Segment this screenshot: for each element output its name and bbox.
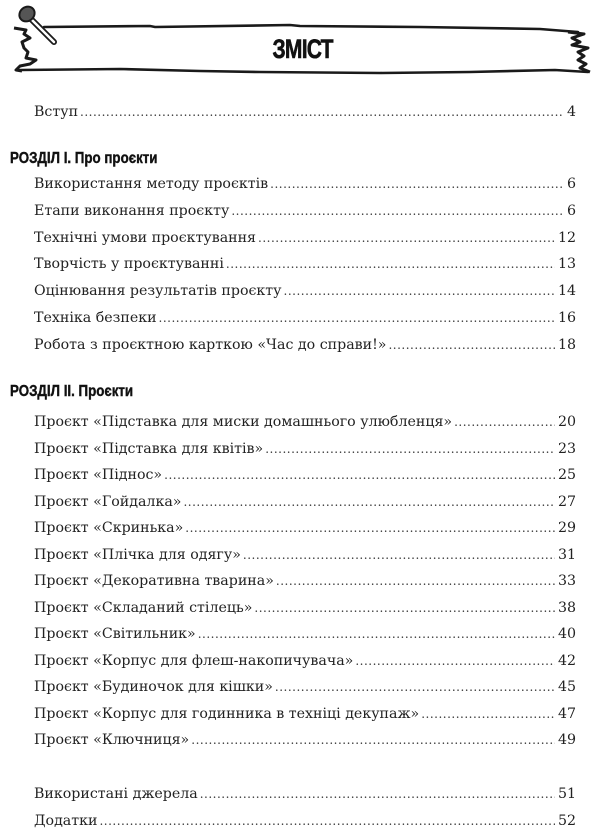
dot-leader [388, 338, 554, 352]
dot-leader [243, 548, 555, 562]
toc-entry[interactable] [34, 441, 576, 463]
toc-entry-page: 23 [557, 440, 576, 457]
dot-leader [355, 654, 555, 668]
toc-entry-page: 51 [557, 786, 576, 802]
toc-entry-label: Проєкт «Піднос» [34, 467, 163, 483]
dot-leader [183, 495, 554, 509]
toc-entry-label: Проєкт «Плічка для одягу» [34, 546, 241, 563]
title-banner [0, 0, 600, 90]
toc-entry[interactable] [34, 573, 576, 595]
toc-entry-label: Проєкт «Світильник» [34, 626, 196, 642]
dot-leader [198, 627, 555, 641]
toc-entry-intro[interactable] [34, 104, 576, 126]
toc-entry-page: 6 [566, 176, 576, 192]
toc-entry-label: Проєкт «Ключниця» [34, 732, 190, 748]
toc-entry-page: 12 [557, 229, 576, 246]
dot-leader [421, 707, 555, 721]
toc-entry-page: 13 [557, 256, 576, 273]
toc-entry-label: Творчість у проєктуванні [34, 256, 224, 273]
toc-entry-page: 45 [557, 679, 576, 695]
toc-entry[interactable] [34, 520, 576, 542]
toc-entry-label: Вступ [34, 104, 79, 120]
toc-entry-page: 14 [557, 283, 576, 300]
toc-entry-page: 25 [557, 467, 576, 483]
dot-leader [200, 787, 555, 801]
toc-entry-page: 16 [557, 310, 576, 326]
toc-entry-label: Додатки [34, 812, 98, 829]
dot-leader [275, 680, 555, 694]
dot-leader [284, 284, 555, 298]
toc-entry[interactable] [34, 176, 576, 198]
toc-entry[interactable] [34, 494, 576, 516]
toc-entry[interactable] [34, 786, 576, 808]
dot-leader [231, 204, 564, 218]
dot-leader [164, 468, 555, 482]
toc-entry[interactable] [34, 230, 576, 252]
dot-leader [159, 311, 555, 325]
toc-entry-label: Проєкт «Будиночок для кішки» [34, 679, 273, 695]
section-heading: РОЗДІЛ ІІ. Проєкти [10, 383, 134, 400]
toc-entry[interactable] [34, 414, 576, 436]
toc-entry[interactable] [34, 310, 576, 332]
dot-leader [99, 814, 554, 828]
page-title: ЗМІСТ [272, 34, 333, 64]
toc-entry[interactable] [34, 600, 576, 622]
toc-entry-page: 33 [557, 573, 576, 589]
dot-leader [191, 733, 555, 747]
toc-entry-page: 47 [557, 705, 576, 722]
toc-entry[interactable] [34, 706, 576, 728]
toc-entry-label: Техніка безпеки [34, 310, 157, 326]
toc-entry-page: 49 [557, 732, 576, 748]
toc-entry[interactable] [34, 813, 576, 835]
toc-entry-label: Проєкт «Корпус для годинника в техніці декупаж» [34, 705, 420, 722]
dot-leader [258, 231, 555, 245]
dot-leader [254, 601, 555, 615]
toc-entry-page: 31 [557, 546, 576, 563]
toc-entry-label: Проєкт «Підставка для квітів» [34, 440, 264, 457]
toc-entry[interactable] [34, 467, 576, 489]
toc-entry-page: 4 [566, 104, 576, 120]
section-heading: РОЗДІЛ І. Про проєкти [10, 150, 158, 167]
toc-entry[interactable] [34, 653, 576, 675]
toc-entry[interactable] [34, 626, 576, 648]
dot-leader [276, 574, 555, 588]
toc-entry-page: 6 [566, 202, 576, 219]
toc-entry-label: Використання методу проєктів [34, 176, 269, 192]
toc-entry[interactable] [34, 547, 576, 569]
dot-leader [226, 257, 555, 271]
toc-entry-page: 18 [557, 336, 576, 353]
dot-leader [270, 177, 564, 191]
toc-entry-label: Робота з проєктною карткою «Час до справи!» [34, 336, 387, 353]
toc-entry-label: Технічні умови проєктування [34, 229, 257, 246]
nail-icon [16, 3, 54, 42]
dot-leader [454, 415, 555, 429]
toc-entry[interactable] [34, 679, 576, 701]
toc-entry-page: 27 [557, 493, 576, 510]
toc-entry[interactable] [34, 203, 576, 225]
toc-entry[interactable] [34, 256, 576, 278]
dot-leader [265, 442, 555, 456]
toc-entry-label: Проєкт «Підставка для миски домашнього улюбленця» [34, 414, 453, 430]
toc-entry[interactable] [34, 283, 576, 305]
toc-entry-page: 29 [557, 520, 576, 536]
dot-leader [185, 521, 555, 535]
toc-entry-page: 42 [557, 652, 576, 669]
toc-entry-label: Проєкт «Скринька» [34, 520, 184, 536]
toc-entry-label: Оцінювання результатів проєкту [34, 283, 282, 300]
dot-leader [80, 105, 564, 119]
toc-entry[interactable] [34, 337, 576, 359]
toc-entry-label: Проєкт «Складаний стілець» [34, 599, 253, 616]
toc-entry[interactable] [34, 732, 576, 754]
toc-entry-label: Проєкт «Гойдалка» [34, 493, 182, 510]
toc-entry-label: Проєкт «Корпус для флеш-накопичувача» [34, 652, 354, 669]
toc-entry-label: Використані джерела [34, 786, 198, 802]
toc-entry-page: 38 [557, 599, 576, 616]
toc-entry-page: 52 [557, 812, 576, 829]
toc-entry-label: Проєкт «Декоративна тварина» [34, 573, 274, 589]
toc-entry-page: 40 [557, 626, 576, 642]
toc-entry-label: Етапи виконання проєкту [34, 202, 230, 219]
toc-entry-page: 20 [557, 414, 576, 430]
